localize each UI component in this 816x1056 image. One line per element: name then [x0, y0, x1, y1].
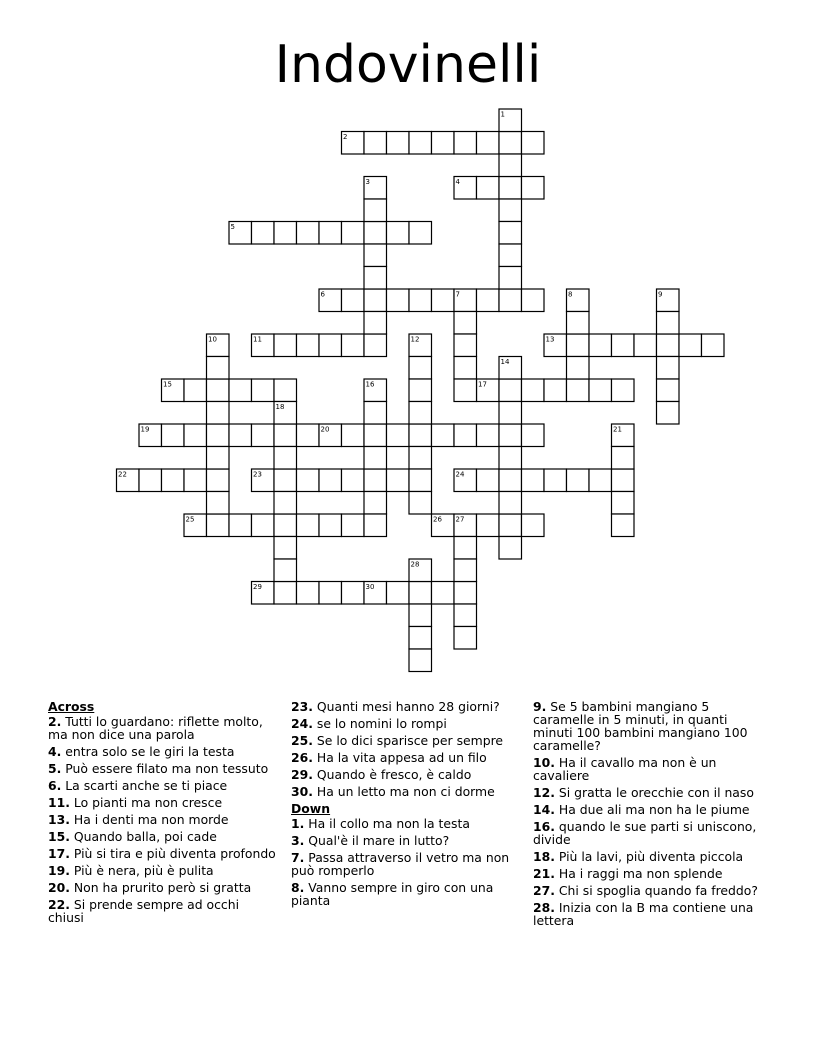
down-clue-21	[533, 867, 769, 880]
grid-cell[interactable]	[499, 424, 522, 447]
across-clue-list	[48, 715, 276, 924]
grid-cell[interactable]	[432, 424, 455, 447]
grid-cell[interactable]	[207, 402, 230, 425]
grid-number-12: 12	[410, 335, 420, 344]
down-clue-28	[533, 901, 769, 927]
grid-cell[interactable]	[342, 424, 365, 447]
clue-number: 2.	[48, 714, 62, 729]
clue-number: 30.	[291, 784, 313, 799]
grid-cell[interactable]	[409, 447, 432, 470]
grid-cell[interactable]	[409, 379, 432, 402]
grid-cell[interactable]	[342, 289, 365, 312]
grid-number-26: 26	[433, 515, 442, 524]
grid-cell[interactable]	[702, 334, 725, 357]
clue-number: 28.	[533, 900, 555, 915]
grid-number-28: 28	[410, 560, 420, 569]
grid-cell[interactable]	[387, 424, 410, 447]
down-heading: Down	[291, 801, 331, 816]
down-clue-18	[533, 850, 769, 863]
page-title: Indovinelli	[274, 35, 542, 95]
grid-cell[interactable]	[274, 537, 297, 560]
clue-text: Quando balla, poi cade	[69, 829, 217, 844]
down-clue-list-continued	[533, 700, 769, 927]
grid-cell[interactable]	[477, 514, 500, 537]
clue-number: 1.	[291, 816, 305, 831]
clue-number: 4.	[48, 744, 62, 759]
clue-text: Vanno sempre in giro con una pianta	[291, 880, 494, 908]
clue-number: 26.	[291, 750, 313, 765]
grid-cell[interactable]	[184, 469, 207, 492]
grid-cell[interactable]	[657, 312, 680, 335]
grid-cell[interactable]	[342, 334, 365, 357]
grid-cell[interactable]	[319, 582, 342, 605]
grid-cell[interactable]	[342, 514, 365, 537]
clue-text: Se lo dici sparisce per sempre	[312, 733, 504, 748]
down-clue-3	[291, 834, 519, 847]
clue-text: Lo pianti ma non cresce	[69, 795, 223, 810]
grid-number-6: 6	[320, 290, 325, 299]
grid-cell[interactable]	[657, 334, 680, 357]
grid-cell[interactable]	[274, 514, 297, 537]
clue-number: 10.	[533, 755, 555, 770]
across-clue-20	[48, 881, 276, 894]
grid-number-2: 2	[343, 133, 348, 141]
grid-cell[interactable]	[657, 357, 680, 380]
grid-cell[interactable]	[454, 559, 477, 582]
grid-cell[interactable]	[567, 469, 590, 492]
across-clue-19	[48, 864, 276, 877]
grid-cell[interactable]	[432, 289, 455, 312]
grid-cell[interactable]	[409, 492, 432, 515]
clue-text: Ha i denti ma non morde	[69, 812, 229, 827]
grid-cell[interactable]	[454, 627, 477, 650]
grid-cell[interactable]	[252, 514, 275, 537]
grid-number-11: 11	[253, 335, 262, 344]
grid-cell[interactable]	[364, 334, 387, 357]
grid-cell[interactable]	[522, 289, 545, 312]
grid-cell[interactable]	[319, 469, 342, 492]
grid-cell[interactable]	[522, 469, 545, 492]
grid-cell[interactable]	[589, 334, 612, 357]
grid-cell[interactable]	[477, 289, 500, 312]
grid-cell[interactable]	[342, 582, 365, 605]
across-column-1	[48, 700, 276, 928]
grid-cell[interactable]	[274, 334, 297, 357]
grid-number-9: 9	[658, 290, 663, 299]
across-clue-29	[291, 768, 519, 781]
grid-cell[interactable]	[522, 379, 545, 402]
grid-cell[interactable]	[454, 312, 477, 335]
grid-cell[interactable]	[364, 424, 387, 447]
grid-cell[interactable]	[229, 424, 252, 447]
grid-cell[interactable]	[499, 154, 522, 177]
grid-cell[interactable]	[454, 604, 477, 627]
grid-cell[interactable]	[499, 267, 522, 290]
grid-cell[interactable]	[657, 379, 680, 402]
grid-cell[interactable]	[139, 469, 162, 492]
down-clue-14	[533, 803, 769, 816]
grid-cell[interactable]	[612, 469, 635, 492]
grid-number-18: 18	[275, 403, 285, 411]
clue-text: Più è nera, più è pulita	[69, 863, 214, 878]
grid-number-3: 3	[365, 178, 370, 186]
clue-text: Tutti lo guardano: riflette molto, ma non dice una parola	[48, 714, 263, 742]
clue-number: 14.	[533, 802, 555, 817]
clue-text: Se 5 bambini mangiano 5 caramelle in 5 minuti, in quanti minuti 100 bambini mangiano 100 caramelle?	[533, 699, 748, 753]
clue-text: Ha un letto ma non ci dorme	[312, 784, 495, 799]
grid-number-24: 24	[455, 470, 465, 479]
clue-text: Quando è fresco, è caldo	[312, 767, 472, 782]
grid-cell[interactable]	[499, 537, 522, 560]
clue-number: 27.	[533, 883, 555, 898]
grid-cell[interactable]	[409, 424, 432, 447]
grid-cell[interactable]	[567, 312, 590, 335]
grid-cell[interactable]	[499, 379, 522, 402]
grid-cell[interactable]	[297, 469, 320, 492]
grid-cell[interactable]	[679, 334, 702, 357]
grid-cell[interactable]	[364, 402, 387, 425]
grid-cell[interactable]	[207, 514, 230, 537]
clue-number: 18.	[533, 849, 555, 864]
grid-number-19: 19	[140, 425, 150, 434]
grid-cell[interactable]	[454, 582, 477, 605]
clue-number: 20.	[48, 880, 70, 895]
grid-number-27: 27	[455, 515, 465, 524]
grid-cell[interactable]	[499, 469, 522, 492]
grid-cell[interactable]	[364, 514, 387, 537]
grid-cell[interactable]	[612, 379, 635, 402]
grid-number-17: 17	[478, 380, 487, 389]
clue-text: se lo nomini lo rompi	[312, 716, 447, 731]
grid-cell[interactable]	[409, 627, 432, 650]
grid-cell[interactable]	[409, 649, 432, 672]
grid-cell[interactable]	[274, 559, 297, 582]
grid-cell[interactable]	[499, 222, 522, 245]
grid-cell[interactable]	[364, 289, 387, 312]
across-clue-2	[48, 715, 276, 741]
grid-cell[interactable]	[162, 424, 185, 447]
grid-cell[interactable]	[657, 402, 680, 425]
grid-cell[interactable]	[499, 492, 522, 515]
grid-number-21: 21	[613, 425, 622, 434]
grid-cell[interactable]	[319, 514, 342, 537]
clue-number: 9.	[533, 699, 547, 714]
grid-cell[interactable]	[499, 199, 522, 222]
grid-cell[interactable]	[364, 447, 387, 470]
grid-cell[interactable]	[522, 514, 545, 537]
clue-text: entra solo se le giri la testa	[61, 744, 235, 759]
grid-cell[interactable]	[364, 132, 387, 155]
grid-cell[interactable]	[274, 447, 297, 470]
grid-number-1: 1	[500, 110, 505, 119]
grid-cell[interactable]	[499, 244, 522, 267]
clue-text: Più si tira e più diventa profondo	[69, 846, 276, 861]
grid-cell[interactable]	[409, 222, 432, 245]
clue-number: 11.	[48, 795, 70, 810]
grid-cell[interactable]	[499, 447, 522, 470]
clue-text: Ha due ali ma non ha le piume	[554, 802, 750, 817]
across-clue-list-continued	[291, 700, 519, 798]
grid-cell[interactable]	[184, 424, 207, 447]
across-clue-4	[48, 745, 276, 758]
clue-text: quando le sue parti si uniscono, divide	[533, 819, 757, 847]
grid-cell[interactable]	[454, 379, 477, 402]
grid-cell[interactable]	[409, 357, 432, 380]
grid-cell[interactable]	[454, 132, 477, 155]
grid-number-4: 4	[455, 178, 460, 186]
grid-cell[interactable]	[409, 402, 432, 425]
grid-number-23: 23	[253, 470, 262, 479]
clue-text: Inizia con la B ma contiene una lettera	[533, 900, 754, 928]
grid-cell[interactable]	[207, 379, 230, 402]
grid-cell[interactable]	[274, 582, 297, 605]
across-clue-22	[48, 898, 276, 924]
clue-number: 7.	[291, 850, 305, 865]
clue-number: 13.	[48, 812, 70, 827]
grid-cell[interactable]	[409, 469, 432, 492]
clue-column-2	[291, 700, 519, 911]
clue-number: 19.	[48, 863, 70, 878]
down-clue-12	[533, 786, 769, 799]
grid-cell[interactable]	[319, 334, 342, 357]
across-clue-13	[48, 813, 276, 826]
grid-cell[interactable]	[229, 514, 252, 537]
grid-cell[interactable]	[477, 132, 500, 155]
grid-cell[interactable]	[589, 469, 612, 492]
clue-number: 22.	[48, 897, 70, 912]
down-clue-7	[291, 851, 519, 877]
grid-cell[interactable]	[207, 424, 230, 447]
grid-cell[interactable]	[364, 222, 387, 245]
grid-number-30: 30	[365, 583, 375, 591]
grid-cell[interactable]	[364, 199, 387, 222]
grid-cell[interactable]	[274, 424, 297, 447]
grid-cell[interactable]	[229, 379, 252, 402]
grid-cell[interactable]	[634, 334, 657, 357]
clue-text: Chi si spoglia quando fa freddo?	[554, 883, 758, 898]
grid-cell[interactable]	[297, 334, 320, 357]
grid-number-5: 5	[230, 223, 235, 231]
clue-number: 15.	[48, 829, 70, 844]
grid-cell[interactable]	[409, 582, 432, 605]
clue-text: Ha il cavallo ma non è un cavaliere	[533, 755, 717, 783]
grid-cell[interactable]	[612, 334, 635, 357]
down-clue-list	[291, 817, 519, 907]
grid-cell[interactable]	[342, 222, 365, 245]
grid-cell[interactable]	[499, 177, 522, 200]
grid-cell[interactable]	[387, 582, 410, 605]
clue-number: 8.	[291, 880, 305, 895]
down-clue-8	[291, 881, 519, 907]
grid-cell[interactable]	[252, 424, 275, 447]
clue-number: 17.	[48, 846, 70, 861]
across-clue-26	[291, 751, 519, 764]
grid-cell[interactable]	[454, 357, 477, 380]
clue-number: 12.	[533, 785, 555, 800]
clue-text: Qual'è il mare in lutto?	[304, 833, 450, 848]
grid-cell[interactable]	[274, 222, 297, 245]
clue-number: 25.	[291, 733, 313, 748]
grid-cell[interactable]	[364, 244, 387, 267]
across-clue-11	[48, 796, 276, 809]
grid-cell[interactable]	[567, 334, 590, 357]
grid-cell[interactable]	[319, 222, 342, 245]
grid-number-13: 13	[545, 335, 555, 344]
grid-cell[interactable]	[297, 222, 320, 245]
grid-cell[interactable]	[612, 514, 635, 537]
across-clue-17	[48, 847, 276, 860]
clue-number: 5.	[48, 761, 62, 776]
grid-cell[interactable]	[207, 447, 230, 470]
clue-text: Ha il collo ma non la testa	[304, 816, 470, 831]
clue-text: Passa attraverso il vetro ma non può romperlo	[291, 850, 510, 878]
down-clue-16	[533, 820, 769, 846]
grid-cell[interactable]	[567, 357, 590, 380]
grid-cell[interactable]	[589, 379, 612, 402]
clue-number: 3.	[291, 833, 305, 848]
clue-text: Ha la vita appesa ad un filo	[312, 750, 487, 765]
grid-number-22: 22	[118, 470, 127, 479]
clue-text: Quanti mesi hanno 28 giorni?	[312, 699, 500, 714]
clue-column-3	[533, 700, 769, 931]
grid-cell[interactable]	[252, 222, 275, 245]
grid-cell[interactable]	[544, 379, 567, 402]
grid-cell[interactable]	[297, 582, 320, 605]
across-clue-30	[291, 785, 519, 798]
grid-cell[interactable]	[364, 469, 387, 492]
grid-cell[interactable]	[432, 132, 455, 155]
clue-text: La scarti anche se ti piace	[61, 778, 228, 793]
grid-cell[interactable]	[387, 289, 410, 312]
grid-cell[interactable]	[612, 447, 635, 470]
across-clue-23	[291, 700, 519, 713]
grid-cell[interactable]	[522, 177, 545, 200]
grid-number-25: 25	[185, 515, 195, 524]
grid-cell[interactable]	[207, 357, 230, 380]
grid-number-8: 8	[568, 290, 573, 299]
grid-cell[interactable]	[297, 424, 320, 447]
clue-number: 16.	[533, 819, 555, 834]
grid-cell[interactable]	[387, 132, 410, 155]
clue-text: Non ha prurito però si gratta	[69, 880, 252, 895]
grid-cell[interactable]	[499, 514, 522, 537]
grid-cell[interactable]	[454, 334, 477, 357]
clue-text: Si prende sempre ad occhi chiusi	[48, 897, 240, 925]
grid-cell[interactable]	[522, 424, 545, 447]
clue-number: 24.	[291, 716, 313, 731]
grid-cell[interactable]	[477, 469, 500, 492]
grid-cell[interactable]	[274, 492, 297, 515]
grid-cell[interactable]	[207, 469, 230, 492]
grid-number-29: 29	[253, 583, 262, 591]
grid-cell[interactable]	[184, 379, 207, 402]
grid-cell[interactable]	[454, 537, 477, 560]
grid-cell[interactable]	[612, 492, 635, 515]
clue-number: 23.	[291, 699, 313, 714]
grid-number-14: 14	[500, 358, 510, 366]
down-clue-9	[533, 700, 769, 752]
down-clue-1	[291, 817, 519, 830]
grid-cell[interactable]	[477, 177, 500, 200]
down-clue-10	[533, 756, 769, 782]
grid-cell[interactable]	[342, 469, 365, 492]
grid-cell[interactable]	[567, 379, 590, 402]
grid-cell[interactable]	[432, 582, 455, 605]
grid-number-15: 15	[163, 380, 172, 389]
grid-cell[interactable]	[454, 424, 477, 447]
grid-cell[interactable]	[387, 469, 410, 492]
grid-number-16: 16	[365, 380, 375, 389]
grid-cell[interactable]	[499, 402, 522, 425]
grid-cell[interactable]	[364, 267, 387, 290]
grid-cell[interactable]	[477, 424, 500, 447]
grid-cell[interactable]	[364, 312, 387, 335]
clue-number: 29.	[291, 767, 313, 782]
grid-cell[interactable]	[522, 132, 545, 155]
grid-cell[interactable]	[274, 379, 297, 402]
grid-cell[interactable]	[162, 469, 185, 492]
across-heading: Across	[48, 699, 95, 714]
grid-cell[interactable]	[364, 492, 387, 515]
grid-cell[interactable]	[387, 222, 410, 245]
clue-text: Più la lavi, più diventa piccola	[554, 849, 744, 864]
grid-cell[interactable]	[499, 289, 522, 312]
across-clue-6	[48, 779, 276, 792]
across-clue-24	[291, 717, 519, 730]
clue-number: 6.	[48, 778, 62, 793]
across-clue-25	[291, 734, 519, 747]
grid-number-7: 7	[455, 290, 460, 299]
clue-number: 21.	[533, 866, 555, 881]
clue-text: Può essere filato ma non tessuto	[61, 761, 269, 776]
grid-number-10: 10	[208, 335, 217, 344]
grid-cell[interactable]	[409, 289, 432, 312]
across-clue-5	[48, 762, 276, 775]
grid-cell[interactable]	[409, 604, 432, 627]
grid-cell[interactable]	[252, 379, 275, 402]
clue-text: Ha i raggi ma non splende	[554, 866, 723, 881]
across-clue-15	[48, 830, 276, 843]
grid-number-20: 20	[320, 425, 330, 434]
grid-cell[interactable]	[544, 469, 567, 492]
down-clue-27	[533, 884, 769, 897]
grid-cell[interactable]	[409, 132, 432, 155]
grid-cell[interactable]	[274, 469, 297, 492]
clue-text: Si gratta le orecchie con il naso	[554, 785, 754, 800]
grid-cell[interactable]	[207, 492, 230, 515]
grid-cell[interactable]	[297, 514, 320, 537]
grid-cell[interactable]	[499, 132, 522, 155]
